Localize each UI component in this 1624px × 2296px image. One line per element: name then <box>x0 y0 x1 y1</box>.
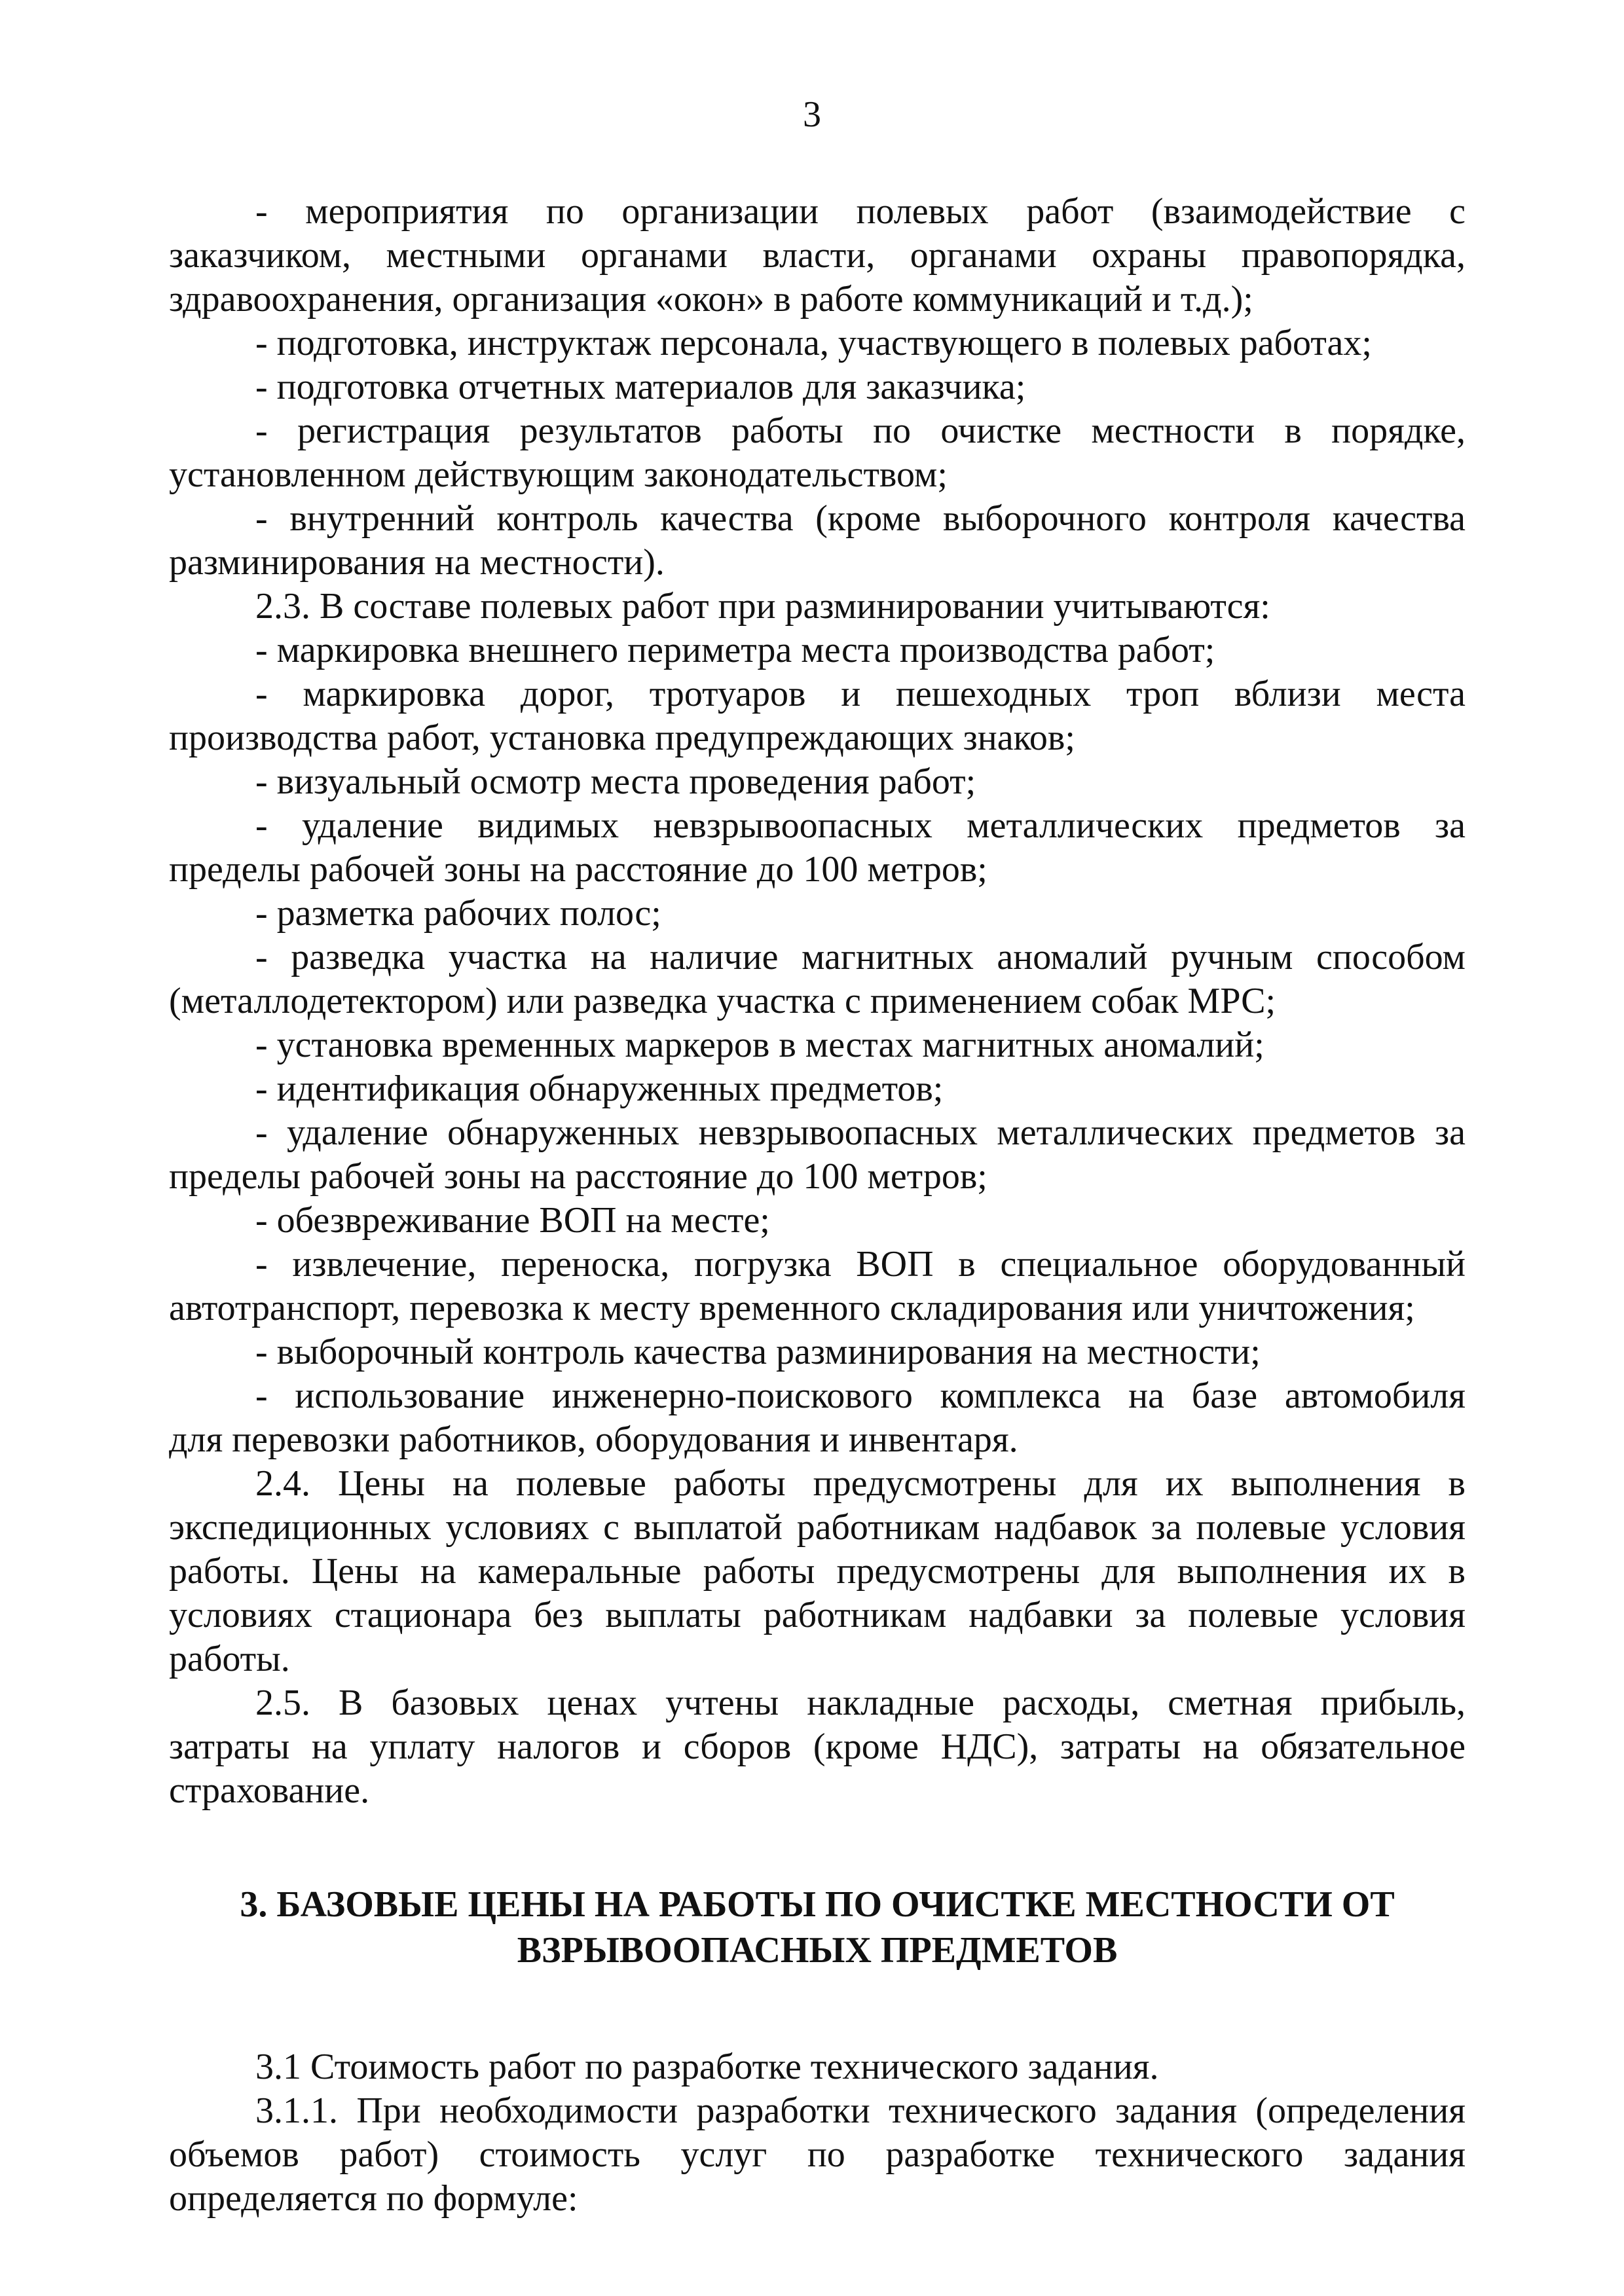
text-line: заказчиком, местными органами власти, органами охраны правопорядка, <box>169 235 1466 276</box>
paragraph <box>169 409 1466 497</box>
paragraph <box>169 190 1466 321</box>
section-2-text <box>169 190 1466 1813</box>
section-3-text <box>169 2045 1466 2221</box>
paragraph <box>169 760 1466 804</box>
text-line: - идентификация обнаруженных предметов; <box>255 1068 944 1109</box>
text-line: - установка временных маркеров в местах магнитных аномалий; <box>255 1025 1264 1065</box>
text-line: 3.1.1. При необходимости разработки технического задания (определения <box>255 2090 1466 2131</box>
text-line: - удаление видимых невзрывоопасных металлических предметов за <box>255 805 1466 846</box>
paragraph <box>169 2089 1466 2221</box>
text-line: для перевозки работников, оборудования и инвентаря. <box>169 1419 1018 1460</box>
text-line: - маркировка дорог, тротуаров и пешеходных троп вблизи места <box>255 674 1466 714</box>
text-line: определяется по формуле: <box>169 2178 578 2219</box>
text-line: - визуальный осмотр места проведения работ; <box>255 761 976 802</box>
text-line: 2.3. В составе полевых работ при разминировании учитываются: <box>255 586 1270 627</box>
paragraph <box>169 365 1466 409</box>
paragraph <box>169 497 1466 585</box>
paragraph <box>169 1067 1466 1111</box>
text-line: - разведка участка на наличие магнитных аномалий ручным способом <box>255 937 1466 977</box>
text-line: 2.5. В базовых ценах учтены накладные расходы, сметная прибыль, <box>255 1683 1466 1723</box>
text-line: пределы рабочей зоны на расстояние до 100 метров; <box>169 1156 987 1197</box>
paragraph <box>169 1023 1466 1067</box>
paragraph <box>169 2045 1466 2089</box>
paragraph <box>169 1681 1466 1813</box>
paragraph <box>169 892 1466 936</box>
paragraph <box>169 936 1466 1023</box>
text-line: - удаление обнаруженных невзрывоопасных металлических предметов за <box>255 1112 1466 1153</box>
paragraph <box>169 1199 1466 1243</box>
section-3-heading <box>169 1882 1466 1973</box>
text-line: - регистрация результатов работы по очистке местности в порядке, <box>255 410 1466 451</box>
text-line: - разметка рабочих полос; <box>255 893 661 934</box>
paragraph <box>169 321 1466 365</box>
paragraph <box>169 1330 1466 1374</box>
text-line: - мероприятия по организации полевых работ (взаимодействие с <box>255 191 1466 232</box>
text-line: - извлечение, переноска, погрузка ВОП в специальное оборудованный <box>255 1244 1466 1285</box>
paragraph <box>169 1462 1466 1681</box>
text-line: - выборочный контроль качества разминирования на местности; <box>255 1332 1261 1372</box>
text-line: - подготовка отчетных материалов для заказчика; <box>255 367 1026 407</box>
text-line: автотранспорт, перевозка к месту временного складирования или уничтожения; <box>169 1288 1415 1328</box>
text-line: экспедиционных условиях с выплатой работникам надбавок за полевые условия <box>169 1507 1466 1548</box>
text-line: - маркировка внешнего периметра места производства работ; <box>255 630 1215 670</box>
text-line: - внутренний контроль качества (кроме выборочного контроля качества <box>255 498 1466 539</box>
text-line: - подготовка, инструктаж персонала, участвующего в полевых работах; <box>255 323 1372 363</box>
text-line: пределы рабочей зоны на расстояние до 100 метров; <box>169 849 987 890</box>
text-line: разминирования на местности). <box>169 542 665 583</box>
text-line: 2.4. Цены на полевые работы предусмотрены для их выполнения в <box>255 1463 1466 1504</box>
paragraph <box>169 804 1466 892</box>
text-line: (металлодетектором) или разведка участка с применением собак МРС; <box>169 981 1276 1021</box>
document-body <box>169 190 1466 2221</box>
paragraph <box>169 1374 1466 1462</box>
text-line: - использование инженерно-поискового комплекса на базе автомобиля <box>255 1376 1466 1416</box>
text-line: установленном действующим законодательством; <box>169 454 948 495</box>
section-3-heading-line-2: ВЗРЫВООПАСНЫХ ПРЕДМЕТОВ <box>517 1930 1118 1971</box>
text-line: страхование. <box>169 1770 370 1811</box>
text-line: 3.1 Стоимость работ по разработке технического задания. <box>255 2047 1159 2087</box>
text-line: затраты на уплату налогов и сборов (кроме НДС), затраты на обязательное <box>169 1726 1466 1767</box>
text-line: здравоохранения, организация «окон» в работе коммуникаций и т.д.); <box>169 279 1253 319</box>
text-line: условиях стационара без выплаты работникам надбавки за полевые условия <box>169 1595 1466 1635</box>
paragraph <box>169 585 1466 629</box>
page-number: 3 <box>803 94 821 135</box>
text-line: работы. Цены на камеральные работы предусмотрены для выполнения их в <box>169 1551 1466 1592</box>
text-line: объемов работ) стоимость услуг по разработке технического задания <box>169 2134 1466 2175</box>
paragraph <box>169 1111 1466 1199</box>
section-3-heading-line-1: 3. БАЗОВЫЕ ЦЕНЫ НА РАБОТЫ ПО ОЧИСТКЕ МЕСТНОСТИ ОТ <box>240 1884 1395 1925</box>
text-line: - обезвреживание ВОП на месте; <box>255 1200 770 1241</box>
text-line: производства работ, установка предупреждающих знаков; <box>169 718 1075 758</box>
paragraph <box>169 629 1466 672</box>
text-line: работы. <box>169 1639 290 1679</box>
paragraph <box>169 1243 1466 1330</box>
paragraph <box>169 672 1466 760</box>
